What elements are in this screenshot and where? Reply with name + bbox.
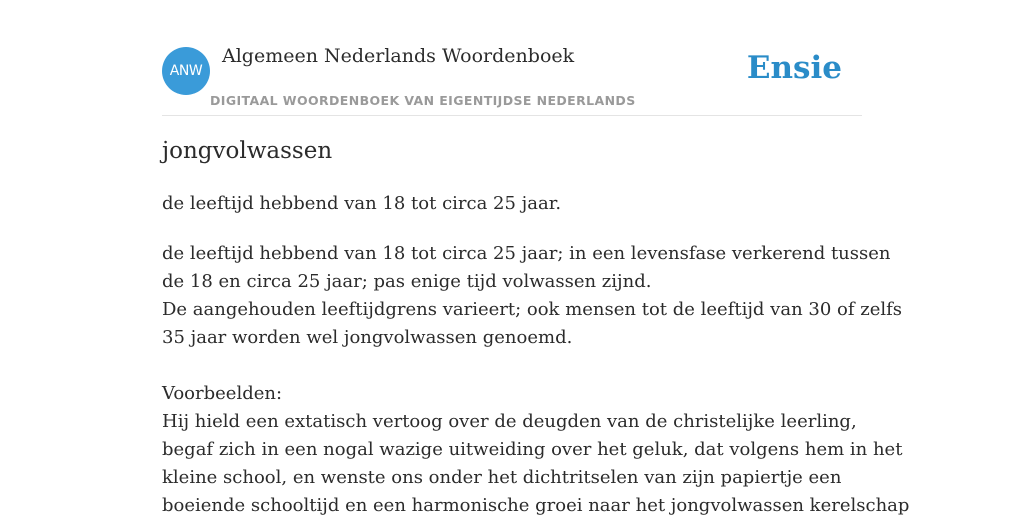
definition-line: 35 jaar worden wel jongvolwassen genoemd.: [162, 327, 573, 348]
example-line: kleine school, en wenste ons onder het dichtritselen van zijn papiertje een: [162, 467, 842, 488]
definition-line: de 18 en circa 25 jaar; pas enige tijd volwassen zijnd.: [162, 271, 652, 292]
entry-summary: de leeftijd hebbend van 18 tot circa 25 jaar.: [162, 193, 562, 214]
definition-line: De aangehouden leeftijdgrens varieert; ook mensen tot de leeftijd van 30 of zelfs: [162, 299, 903, 320]
ensie-logo[interactable]: Ensie: [746, 50, 842, 86]
header-divider: [162, 115, 862, 116]
source-tagline: DIGITAAL WOORDENBOEK VAN EIGENTIJDSE NEDERLANDS: [210, 93, 636, 108]
source-name[interactable]: Algemeen Nederlands Woordenboek: [222, 45, 575, 67]
definition-line: de leeftijd hebbend van 18 tot circa 25 jaar; in een levensfase verkerend tussen: [162, 243, 891, 264]
entry-body: [162, 240, 910, 520]
entry-headword: jongvolwassen: [162, 138, 333, 164]
example-line: boeiende schooltijd en een harmonische groei naar het jongvolwassen kerelschap: [162, 495, 910, 516]
examples-heading: Voorbeelden:: [162, 383, 283, 404]
paragraph-gap: [162, 352, 862, 380]
example-line: begaf zich in een nogal wazige uitweiding over het geluk, dat volgens hem in het: [162, 439, 903, 460]
anw-logo[interactable]: ANW: [162, 47, 210, 95]
example-line: Hij hield een extatisch vertoog over de deugden van de christelijke leerling,: [162, 411, 857, 432]
